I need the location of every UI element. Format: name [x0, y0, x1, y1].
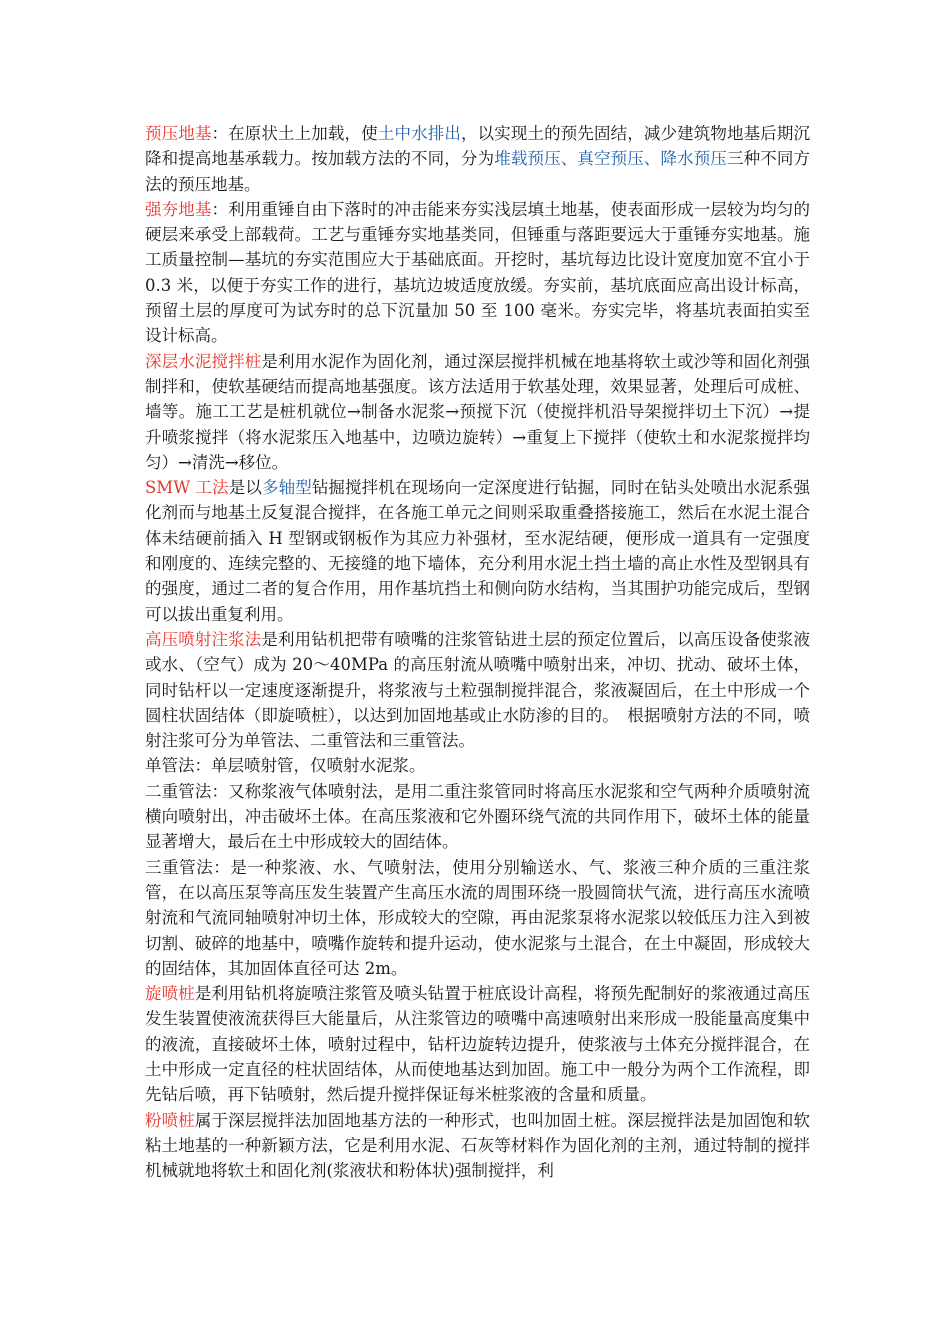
document-body	[145, 121, 810, 1183]
term-highlight: 堆载预压、真空预压、降水预压	[494, 149, 727, 169]
term-label: 预压地基	[145, 124, 212, 143]
text-span: ：利用重锤自由下落时的冲击能来夯实浅层填土地基，使表面形成一层较为均匀的硬层来承受上部载荷。工艺与重锤夯实地基类同，但锤重与落距要远大于重锤夯实地基。施工质量控制—基坑的夯实范围应大于基础底面。开挖时，基坑每边比设计宽度加宽不宜小于 0.3 米，以便于夯实工作的进行，基坑边坡适度放缓。夯实前，基坑底面应高出设计标高，预留土层的厚度可为试夯时的总下沉量加 50 至 100 毫米。夯实完毕，将基坑表面拍实至设计标高。	[145, 199, 811, 346]
paragraph-qianghang	[145, 197, 810, 349]
text-span: 钻掘搅拌机在现场向一定深度进行钻掘，同时在钻头处喷出水泥系强化剂而与地基土反复混合搅拌，在各施工单元之间则采取重叠搭接施工，然后在水泥土混合体未结硬前插入 H 型钢或钢板作为其应力补强材，至水泥结硬，便形成一道具有一定强度和刚度的、连续完整的、无接缝的地下墙体，充分利用水泥土挡土墙的高止水性及型钢具有的强度，通过二者的复合作用，用作基坑挡土和侧向防水结构，当其围护功能完成后，型钢可以拔出重复利用。	[145, 478, 811, 624]
term-label: SMW 工法	[145, 478, 229, 498]
paragraph-smw	[145, 475, 810, 627]
paragraph-gaoya	[145, 627, 810, 753]
text-span: ：在原状土上加载，使	[211, 124, 378, 143]
text-span: 是利用钻机将旋喷注浆管及喷头钻置于桩底设计高程，将预先配制好的浆液通过高压发生装置使液流获得巨大能量后，从注浆管边的喷嘴中高速喷射出来形成一股能量高度集中的液流，直接破坏土体，喷射过程中，钻杆边旋转边提升，使浆液与土体充分搅拌混合，在土中形成一定直径的柱状固结体，从而使地基达到加固。施工中一般分为两个工作流程，即先钻后喷，再下钻喷射，然后提升搅拌保证每米桩浆液的含量和质量。	[145, 984, 811, 1105]
paragraph-fenpen	[145, 1108, 810, 1184]
term-highlight: 多轴型	[261, 478, 312, 498]
text-span: 是利用水泥作为固化剂，通过深层搅拌机械在地基将软土或沙等和固化剂强制拌和，使软基硬结而提高地基强度。该方法适用于软基处理，效果显著，处理后可成桩、墙等。施工工艺是桩机就位→制备水泥浆→预搅下沉（使搅拌机沿导架搅拌切土下沉）→提升喷浆搅拌（将水泥浆压入地基中，边喷边旋转）→重复上下搅拌（使软土和水泥浆搅拌均匀）→清洗→移位。	[145, 351, 811, 472]
term-label: 旋喷桩	[145, 984, 195, 1004]
paragraph-shenceng	[145, 349, 810, 475]
paragraph-sanchong	[145, 855, 810, 981]
text-span: 单管法：单层喷射管，仅喷射水泥浆。	[145, 756, 426, 776]
paragraph-erchong	[145, 779, 810, 855]
text-span: 是利用钻机把带有喷嘴的注浆管钻进土层的预定位置后，以高压设备使浆液或水、（空气）成为 20～40MPa 的高压射流从喷嘴中喷射出来，冲切、扰动、破坏土体，同时钻杆以一定速度逐渐提升，将浆液与土粒强制搅拌混合，浆液凝固后，在土中形成一个圆柱状固结体（即旋喷桩），以达到加固地基或止水防渗的目的。 根据喷射方法的不同，喷射注浆可分为单管法、二重管法和三重管法。	[145, 629, 811, 751]
term-label: 粉喷桩	[145, 1110, 195, 1130]
term-label: 高压喷射注浆法	[145, 629, 262, 649]
text-span: 属于深层搅拌法加固地基方法的一种形式，也叫加固土桩。深层搅拌法是加固饱和软粘土地基的一种新颖方法，它是利用水泥、石灰等材料作为固化剂的主剂，通过特制的搅拌机械就地将软土和固化剂(浆液状和粉体状)强制搅拌，利	[145, 1110, 811, 1181]
paragraph-xuanpen	[145, 981, 810, 1107]
term-highlight: 土中水排出	[377, 124, 461, 143]
text-span: 三重管法：是一种浆液、水、气喷射法，使用分别输送水、气、浆液三种介质的三重注浆管，在以高压泵等高压发生装置产生高压水流的周围环绕一股圆筒状气流，进行高压水流喷射流和气流同轴喷射冲切土体，形成较大的空隙，再由泥浆泵将水泥浆以较低压力注入到被切割、破碎的地基中，喷嘴作旋转和提升运动，使水泥浆与土混合，在土中凝固，形成较大的固结体，其加固体直径可达 2m。	[145, 857, 810, 978]
text-span: 是以	[228, 478, 262, 498]
text-span: ，以实现土的预先固结，减少建筑物地基后期沉降和提高地基承载力。按加载方法的不同，分为	[145, 124, 811, 169]
term-label: 强夯地基	[145, 199, 212, 219]
text-span: 三种不同方法的预压地基。	[145, 149, 811, 194]
term-label: 深层水泥搅拌桩	[145, 351, 262, 371]
paragraph-danguan	[145, 753, 810, 778]
text-span: 二重管法：又称浆液气体喷射法，是用二重注浆管同时将高压水泥浆和空气两种介质喷射流横向喷射出，冲击破坏土体。在高压浆液和它外圈环绕气流的共同作用下，破坏土体的能量显著增大，最后在土中形成较大的固结体。	[145, 781, 810, 852]
paragraph-yuya	[145, 121, 810, 197]
